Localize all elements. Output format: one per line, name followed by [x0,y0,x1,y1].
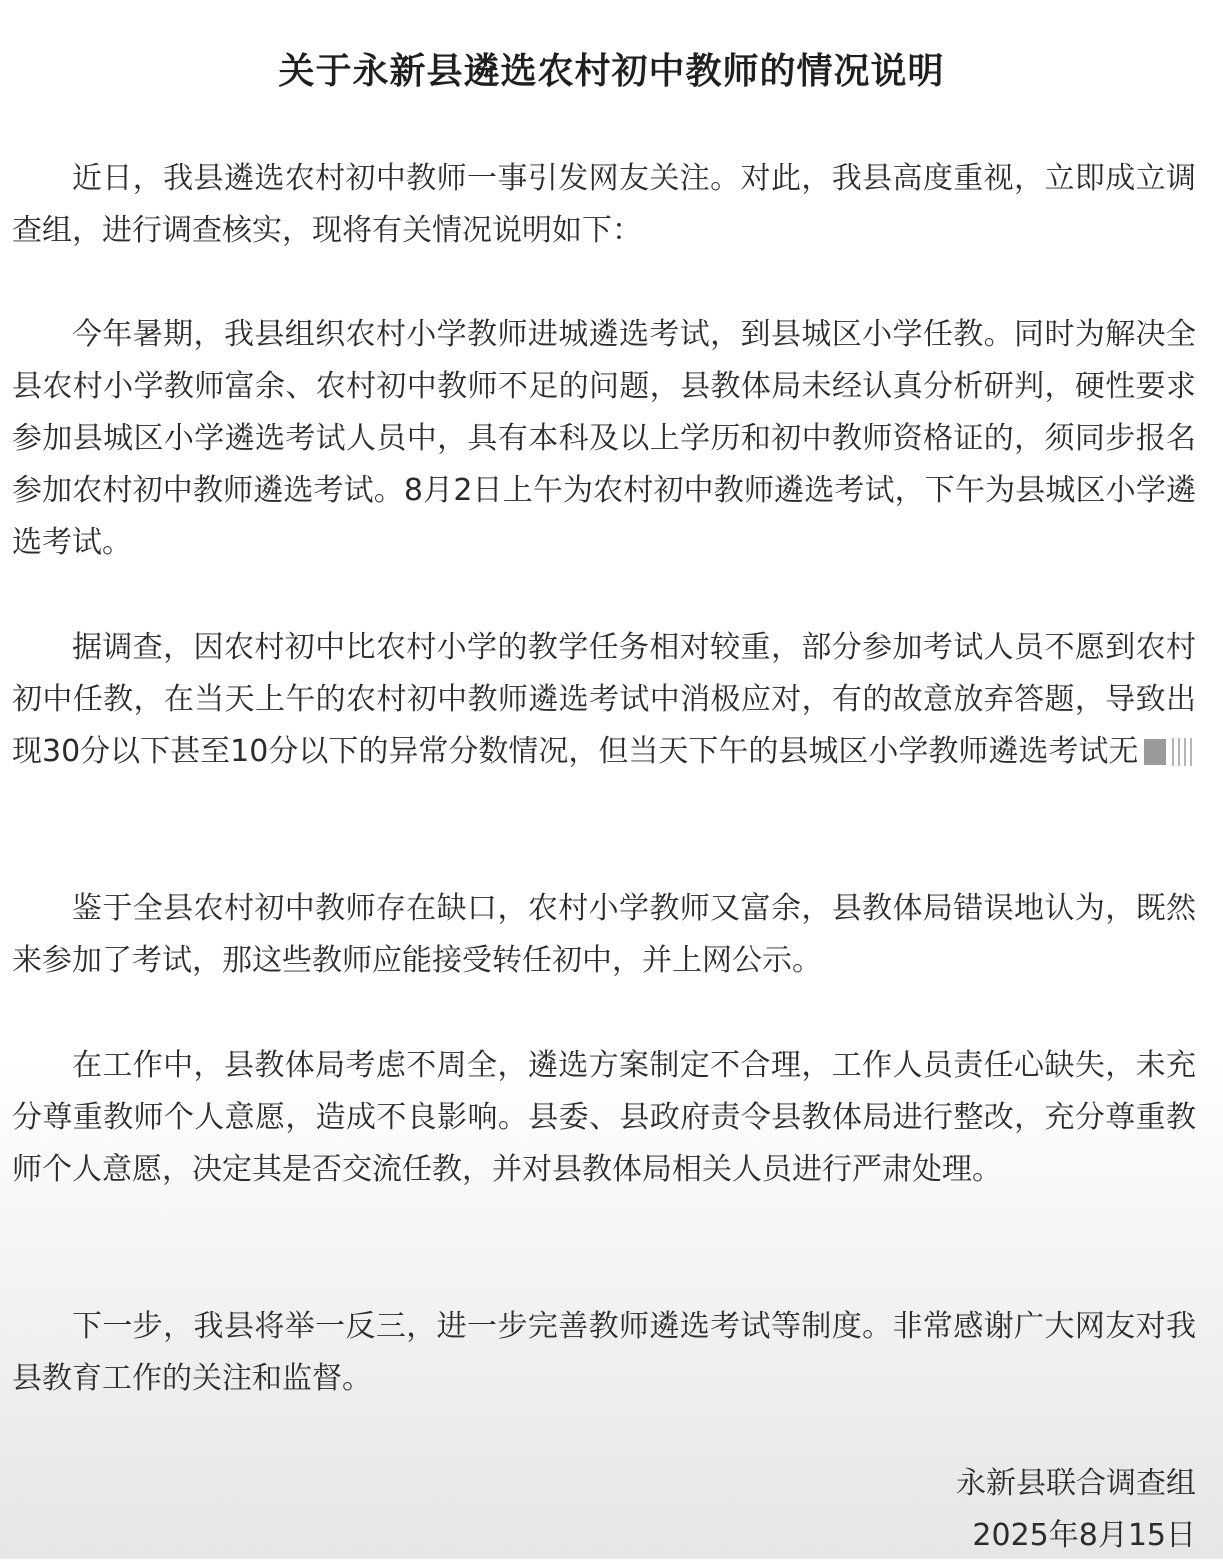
paragraph-responsibility: 在工作中，县教体局考虑不周全，遴选方案制定不合理，工作人员责任心缺失，未充分尊重教师个人意愿，造成不良影响。县委、县政府责令县教体局进行整改，充分尊重教师个人意愿，决定其是否交流任教，并对县教体局相关人员进行严肃处理。 [12,1048,1196,1187]
paragraph-intro: 近日，我县遴选农村初中教师一事引发网友关注。对此，我县高度重视，立即成立调查组，进行调查核实，现将有关情况说明如下： [12,161,1196,248]
redaction-block-icon [1144,739,1166,765]
paragraph-background: 今年暑期，我县组织农村小学教师进城遴选考试，到县城区小学任教。同时为解决全县农村小学教师富余、农村初中教师不足的问题，县教体局未经认真分析研判，硬性要求参加县城区小学遴选考试人员中，具有本科及以上学历和初中教师资格证的，须同步报名参加农村初中教师遴选考试。8月2日上午为农村初中教师遴选考试，下午为县城区小学遴选考试。 [12,317,1196,560]
paragraph-next-steps: 下一步，我县将举一反三，进一步完善教师遴选考试等制度。非常感谢广大网友对我县教育工作的关注和监督。 [12,1309,1196,1396]
paragraph-misjudgment: 鉴于全县农村初中教师存在缺口，农村小学教师又富余，县教体局错误地认为，既然来参加了考试，那这些教师应能接受转任初中，并上网公示。 [12,891,1196,978]
signature-organization: 永新县联合调查组 [956,1466,1196,1501]
redaction-lines-icon [1172,738,1192,766]
signature-date: 2025年8月15日 [972,1518,1196,1553]
paragraph-investigation-text: 据调查，因农村初中比农村小学的教学任务相对较重，部分参加考试人员不愿到农村初中任教，在当天上午的农村初中教师遴选考试中消极应对，有的故意放弃答题，导致出现30分以下甚至10分以下的异常分数情况，但当天下午的县城区小学教师遴选考试无 [12,630,1196,769]
document-title: 关于永新县遴选农村初中教师的情况说明 [278,51,945,92]
paragraph-investigation [12,622,1196,778]
